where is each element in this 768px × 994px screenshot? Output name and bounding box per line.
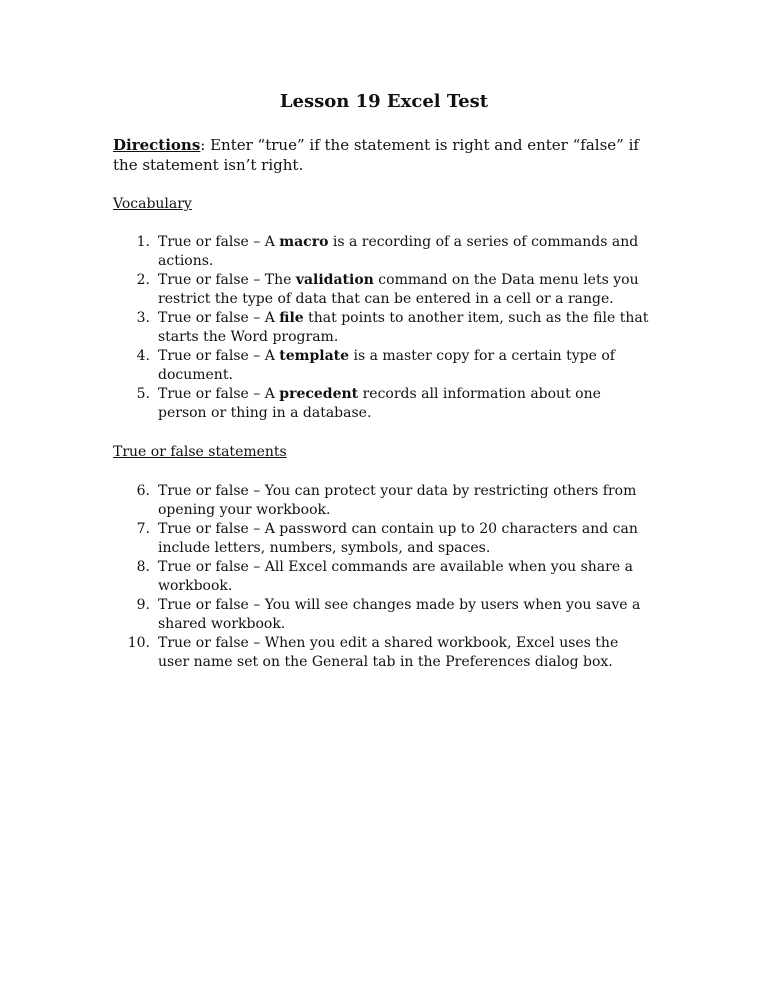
item-text: True or false – A password can contain up to 20 characters and can include letters, numbers, symbols, and spaces. bbox=[158, 521, 638, 556]
item-number: 3. bbox=[136, 310, 150, 326]
item-number: 8. bbox=[136, 559, 150, 575]
list-item bbox=[113, 520, 653, 558]
item-number: 5. bbox=[136, 386, 150, 402]
statements-list bbox=[113, 482, 653, 672]
item-text-before: True or false – A bbox=[158, 386, 280, 402]
item-number: 7. bbox=[136, 521, 150, 537]
item-number: 2. bbox=[136, 272, 150, 288]
directions-paragraph bbox=[113, 135, 658, 175]
item-text-after: records all information about one person or thing in a database. bbox=[158, 386, 601, 421]
item-text-before: True or false – A bbox=[158, 234, 280, 250]
item-text-after: command on the Data menu lets you restrict the type of data that can be entered in a cell or a range. bbox=[158, 272, 639, 307]
directions-label: Directions bbox=[113, 136, 201, 154]
item-text-before: True or false – The bbox=[158, 272, 296, 288]
item-term: macro bbox=[279, 234, 329, 250]
item-term: validation bbox=[295, 272, 374, 288]
list-item bbox=[113, 309, 653, 347]
item-text: True or false – All Excel commands are available when you share a workbook. bbox=[158, 559, 633, 594]
item-text-after: is a master copy for a certain type of document. bbox=[158, 348, 615, 383]
item-term: file bbox=[279, 310, 304, 326]
item-term: template bbox=[279, 348, 350, 364]
list-item bbox=[113, 482, 653, 520]
item-text-before: True or false – A bbox=[158, 310, 280, 326]
item-number: 4. bbox=[136, 348, 150, 364]
vocabulary-list bbox=[113, 233, 653, 423]
list-item bbox=[113, 385, 653, 423]
item-number: 9. bbox=[136, 597, 150, 613]
item-text: True or false – When you edit a shared workbook, Excel uses the user name set on the General tab in the Preferences dialog box. bbox=[158, 635, 619, 670]
item-text-before: True or false – A bbox=[158, 348, 280, 364]
page-title: Lesson 19 Excel Test bbox=[279, 91, 489, 112]
list-item bbox=[113, 596, 653, 634]
item-text-after: is a recording of a series of commands and actions. bbox=[158, 234, 639, 269]
list-item bbox=[113, 558, 653, 596]
item-text: True or false – You can protect your data by restricting others from opening your workbook. bbox=[158, 483, 637, 518]
list-item bbox=[113, 347, 653, 385]
item-number: 10. bbox=[127, 635, 150, 651]
list-item bbox=[113, 634, 653, 672]
section-heading-true-or-false: True or false statements bbox=[113, 444, 287, 460]
item-number: 1. bbox=[136, 234, 150, 250]
item-text: True or false – You will see changes made by users when you save a shared workbook. bbox=[158, 597, 641, 632]
item-number: 6. bbox=[136, 483, 150, 499]
item-term: precedent bbox=[279, 386, 359, 402]
section-heading-vocabulary: Vocabulary bbox=[113, 196, 192, 212]
directions-text: : Enter “true” if the statement is right and enter “false” if the statement isn’t right. bbox=[113, 136, 639, 174]
list-item bbox=[113, 271, 653, 309]
item-text-after: that points to another item, such as the file that starts the Word program. bbox=[158, 310, 649, 345]
list-item bbox=[113, 233, 653, 271]
